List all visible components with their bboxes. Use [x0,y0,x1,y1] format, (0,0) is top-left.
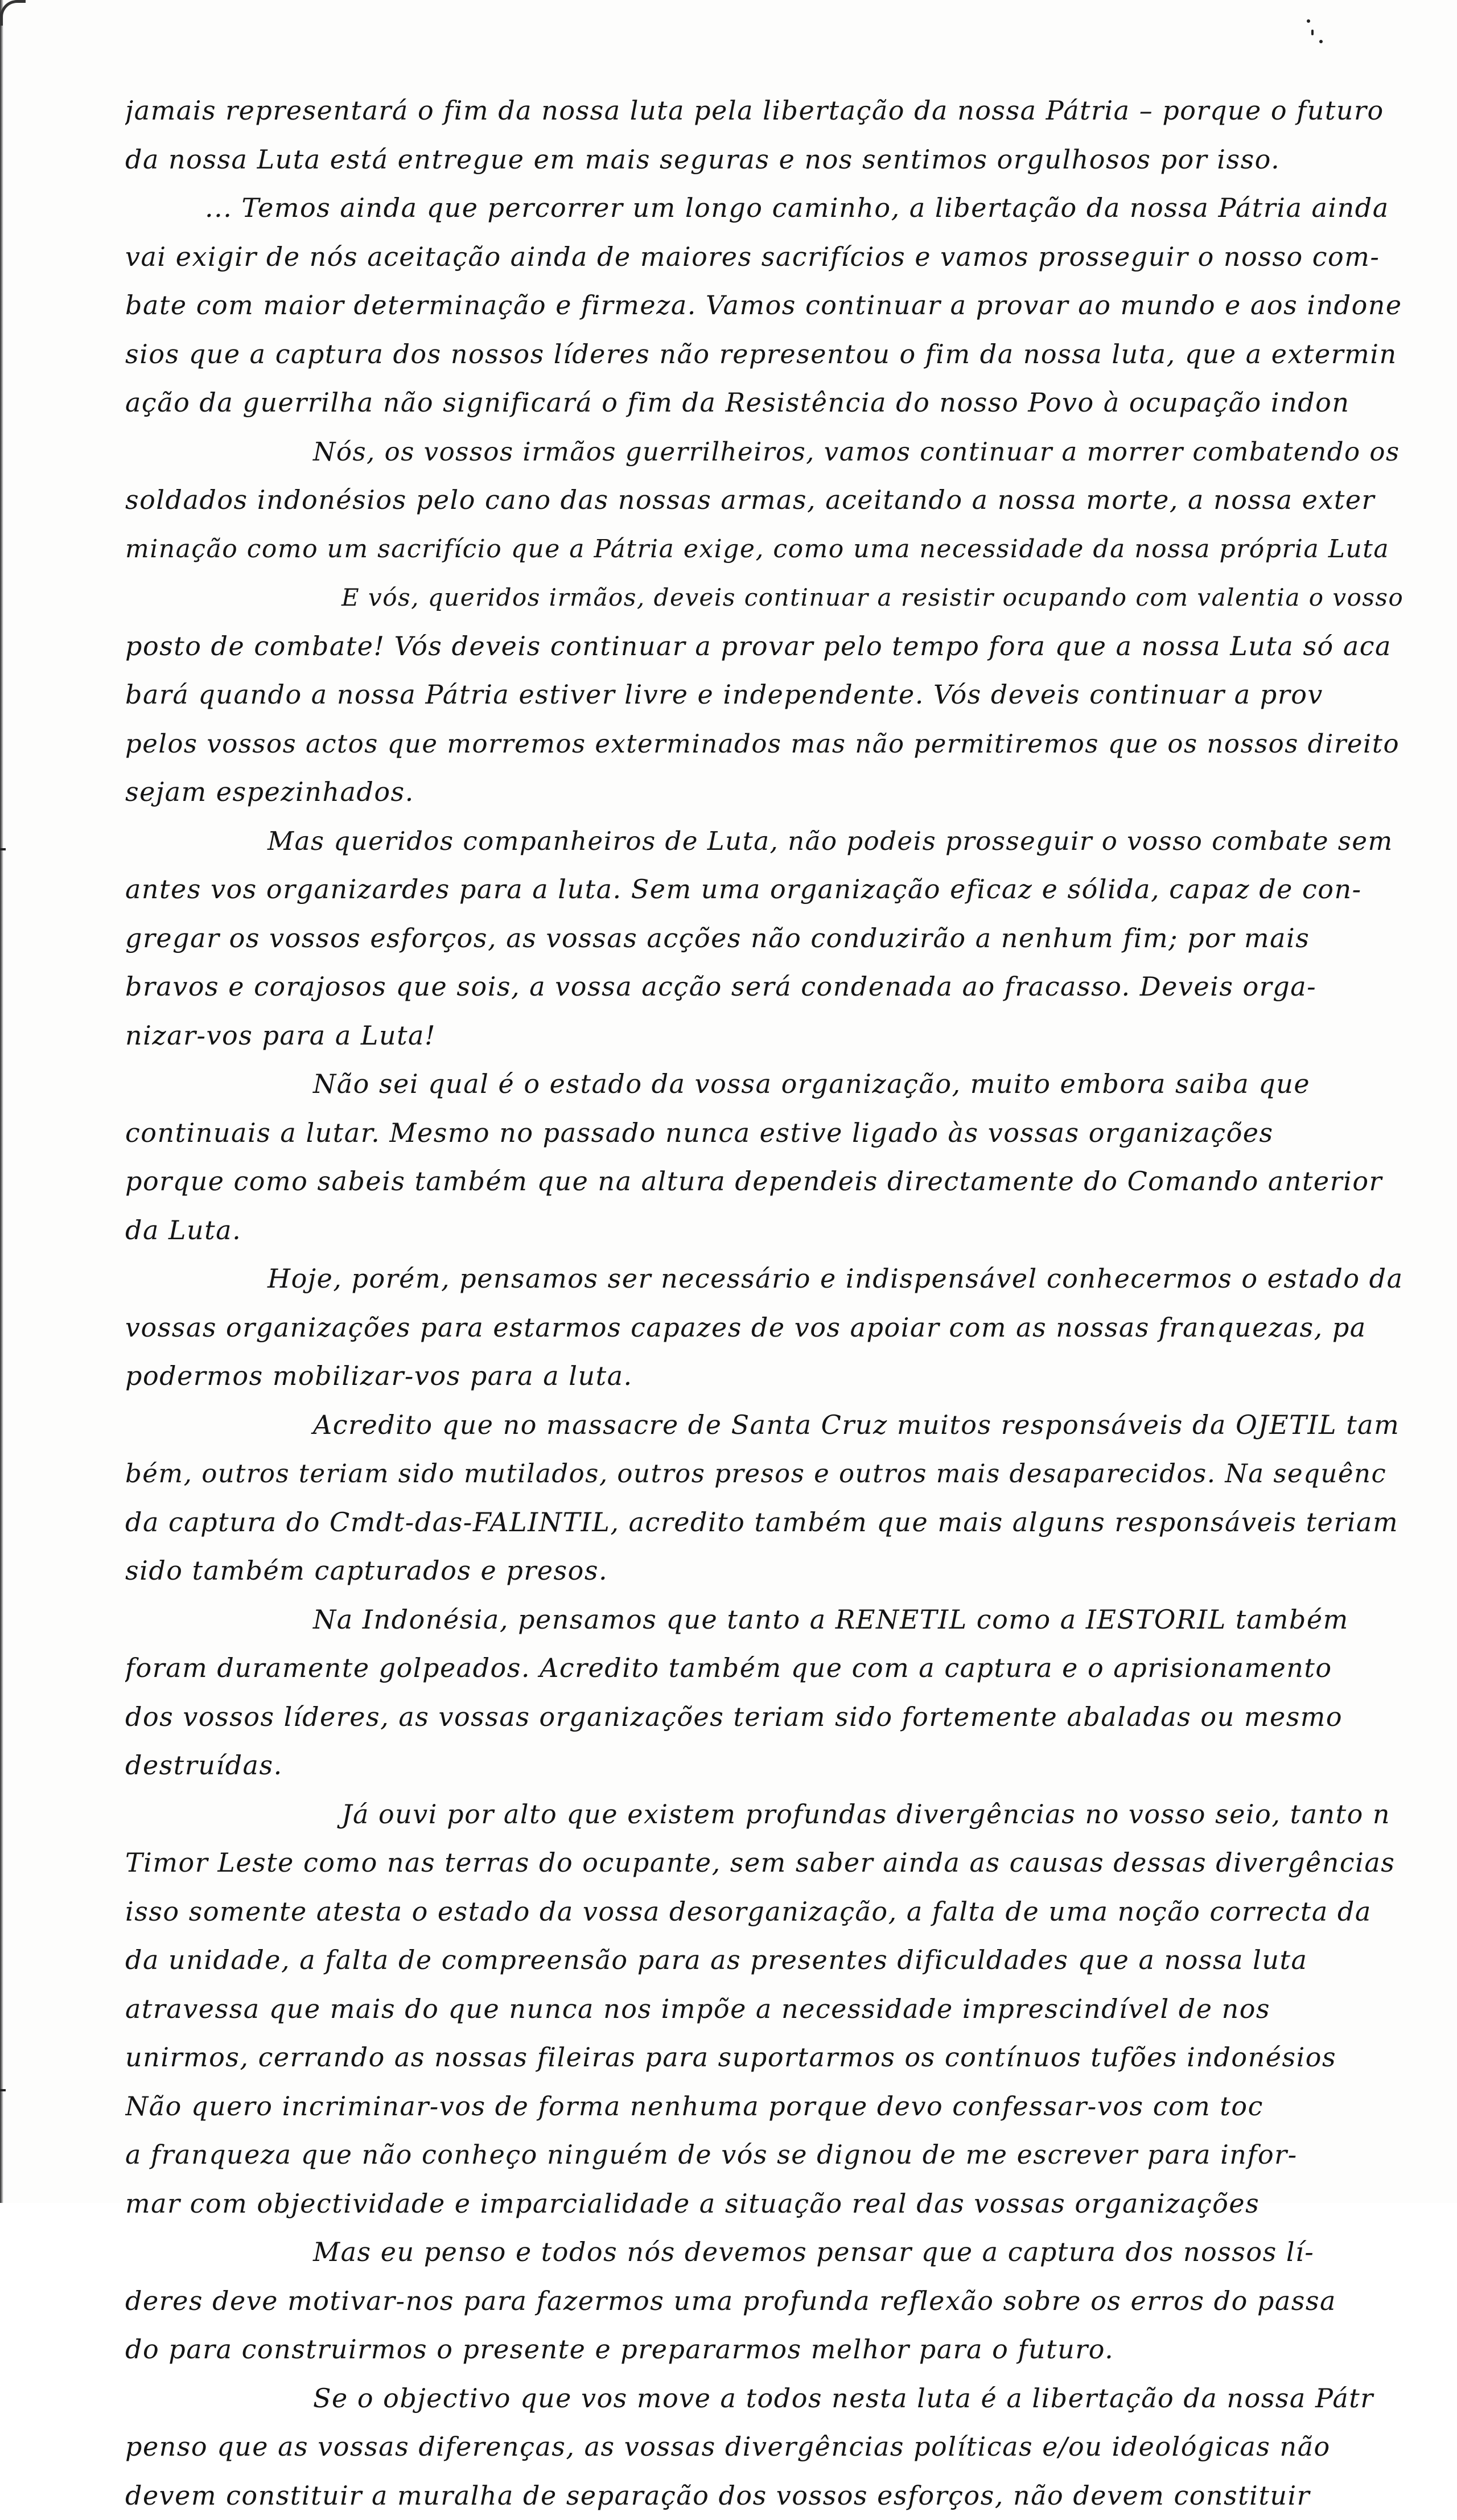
text-line: jamais representará o fim da nossa luta pela libertação da nossa Pátria – porque o futuro [125,87,1406,135]
text-line: ação da guerrilha não significará o fim da Resistência do nosso Povo à ocupação indon [125,379,1406,427]
margin-mark [0,848,6,850]
handwritten-letter-body [125,87,1406,2520]
text-line: soldados indonésios pelo cano das nossas armas, aceitando a nossa morte, a nossa exter [125,476,1406,525]
text-line: sejam espezinhados. [125,768,1406,817]
text-line: atravessa que mais do que nunca nos impõe a necessidade imprescindível de nos [125,1985,1406,2034]
text-line: Se o objectivo que vos move a todos nesta luta é a libertação da nossa Pátr [125,2374,1406,2423]
text-line: pelos vossos actos que morremos exterminados mas não permitiremos que os nossos direito [125,720,1406,768]
text-line: podermos mobilizar-vos para a luta. [125,1352,1406,1401]
text-line: vai exigir de nós aceitação ainda de maiores sacrifícios e vamos prosseguir o nosso com- [125,233,1406,282]
text-line: sios que a captura dos nossos líderes não representou o fim da nossa luta, que a extermin [125,330,1406,379]
text-line: Timor Leste como nas terras do ocupante, sem saber ainda as causas dessas divergências [125,1839,1406,1888]
text-line: Já ouvi por alto que existem profundas divergências no vosso seio, tanto n [125,1790,1406,1839]
text-line: mar com objectividade e imparcialidade a situação real das vossas organizações [125,2180,1406,2229]
text-line: sido também capturados e presos. [125,1547,1406,1596]
text-line: bará quando a nossa Pátria estiver livre e independente. Vós deveis continuar a prov [125,671,1406,720]
text-line: bém, outros teriam sido mutilados, outros presos e outros mais desaparecidos. Na sequênc [125,1449,1406,1498]
text-line: porque como sabeis também que na altura dependeis directamente do Comando anterior [125,1157,1406,1206]
text-line: nizar-vos para a Luta! [125,1012,1406,1060]
text-line: Na Indonésia, pensamos que tanto a RENETIL como a IESTORIL também [125,1596,1406,1645]
text-line: penso que as vossas diferenças, as vossas divergências políticas e/ou ideológicas não [125,2423,1406,2472]
text-line: da Luta. [125,1206,1406,1255]
text-line: da unidade, a falta de compreensão para as presentes dificuldades que a nossa luta [125,1936,1406,1985]
text-line: Não quero incriminar-vos de forma nenhuma porque devo confessar-vos com toc [125,2082,1406,2131]
text-line: vossas organizações para estarmos capazes de vos apoiar com as nossas franquezas, pa [125,1304,1406,1353]
text-line: Não sei qual é o estado da vossa organização, muito embora saiba que [125,1060,1406,1109]
text-line: Mas queridos companheiros de Luta, não podeis prosseguir o vosso combate sem [125,817,1406,866]
page-edge-shadow [0,0,3,2203]
text-line: E vós, queridos irmãos, deveis continuar a resistir ocupando com valentia o vosso [125,573,1406,622]
text-line: Nós, os vossos irmãos guerrilheiros, vamos continuar a morrer combatendo os [125,427,1406,476]
margin-mark [0,2089,6,2091]
text-line: minação como um sacrifício que a Pátria exige, como uma necessidade da nossa própria Luta [125,525,1406,574]
text-line: gregar os vossos esforços, as vossas acções não conduzirão a nenhum fim; por mais [125,914,1406,963]
text-line: da captura do Cmdt-das-FALINTIL, acredito também que mais alguns responsáveis teriam [125,1498,1406,1547]
text-line: ... Temos ainda que percorrer um longo caminho, a libertação da nossa Pátria ainda [125,184,1406,233]
text-line: da nossa Luta está entregue em mais seguras e nos sentimos orgulhosos por isso. [125,135,1406,184]
text-line: continuais a lutar. Mesmo no passado nunca estive ligado às vossas organizações [125,1109,1406,1158]
text-line: antes vos organizardes para a luta. Sem uma organização eficaz e sólida, capaz de con- [125,865,1406,914]
text-line: bate com maior determinação e firmeza. Vamos continuar a provar ao mundo e aos indone [125,281,1406,330]
text-line: do para construirmos o presente e prepararmos melhor para o futuro. [125,2325,1406,2374]
text-line: foram duramente golpeados. Acredito também que com a captura e o aprisionamento [125,1644,1406,1693]
text-line: posto de combate! Vós deveis continuar a provar pelo tempo fora que a nossa Luta só aca [125,622,1406,671]
text-line: Hoje, porém, pensamos ser necessário e indispensável conhecermos o estado da [125,1255,1406,1304]
page-corner-curl [0,0,26,26]
text-line: bravos e corajosos que sois, a vossa acção será condenada ao fracasso. Deveis orga- [125,963,1406,1012]
text-line: deres deve motivar-nos para fazermos uma profunda reflexão sobre os erros do passa [125,2277,1406,2326]
text-line: destruídas. [125,1741,1406,1790]
text-line: Mas eu penso e todos nós devemos pensar que a captura dos nossos lí- [125,2228,1406,2277]
ink-specks [1303,17,1326,46]
text-line: a franqueza que não conheço ninguém de vós se dignou de me escrever para infor- [125,2131,1406,2180]
text-line: dos vossos líderes, as vossas organizações teriam sido fortemente abaladas ou mesmo [125,1693,1406,1742]
text-line: isso somente atesta o estado da vossa desorganização, a falta de uma noção correcta da [125,1888,1406,1937]
text-line: unirmos, cerrando as nossas fileiras para suportarmos os contínuos tufões indonésios [125,2033,1406,2082]
text-line: Acredito que no massacre de Santa Cruz muitos responsáveis da OJETIL tam [125,1401,1406,1450]
text-line: devem constituir a muralha de separação dos vossos esforços, não devem constituir [125,2472,1406,2520]
